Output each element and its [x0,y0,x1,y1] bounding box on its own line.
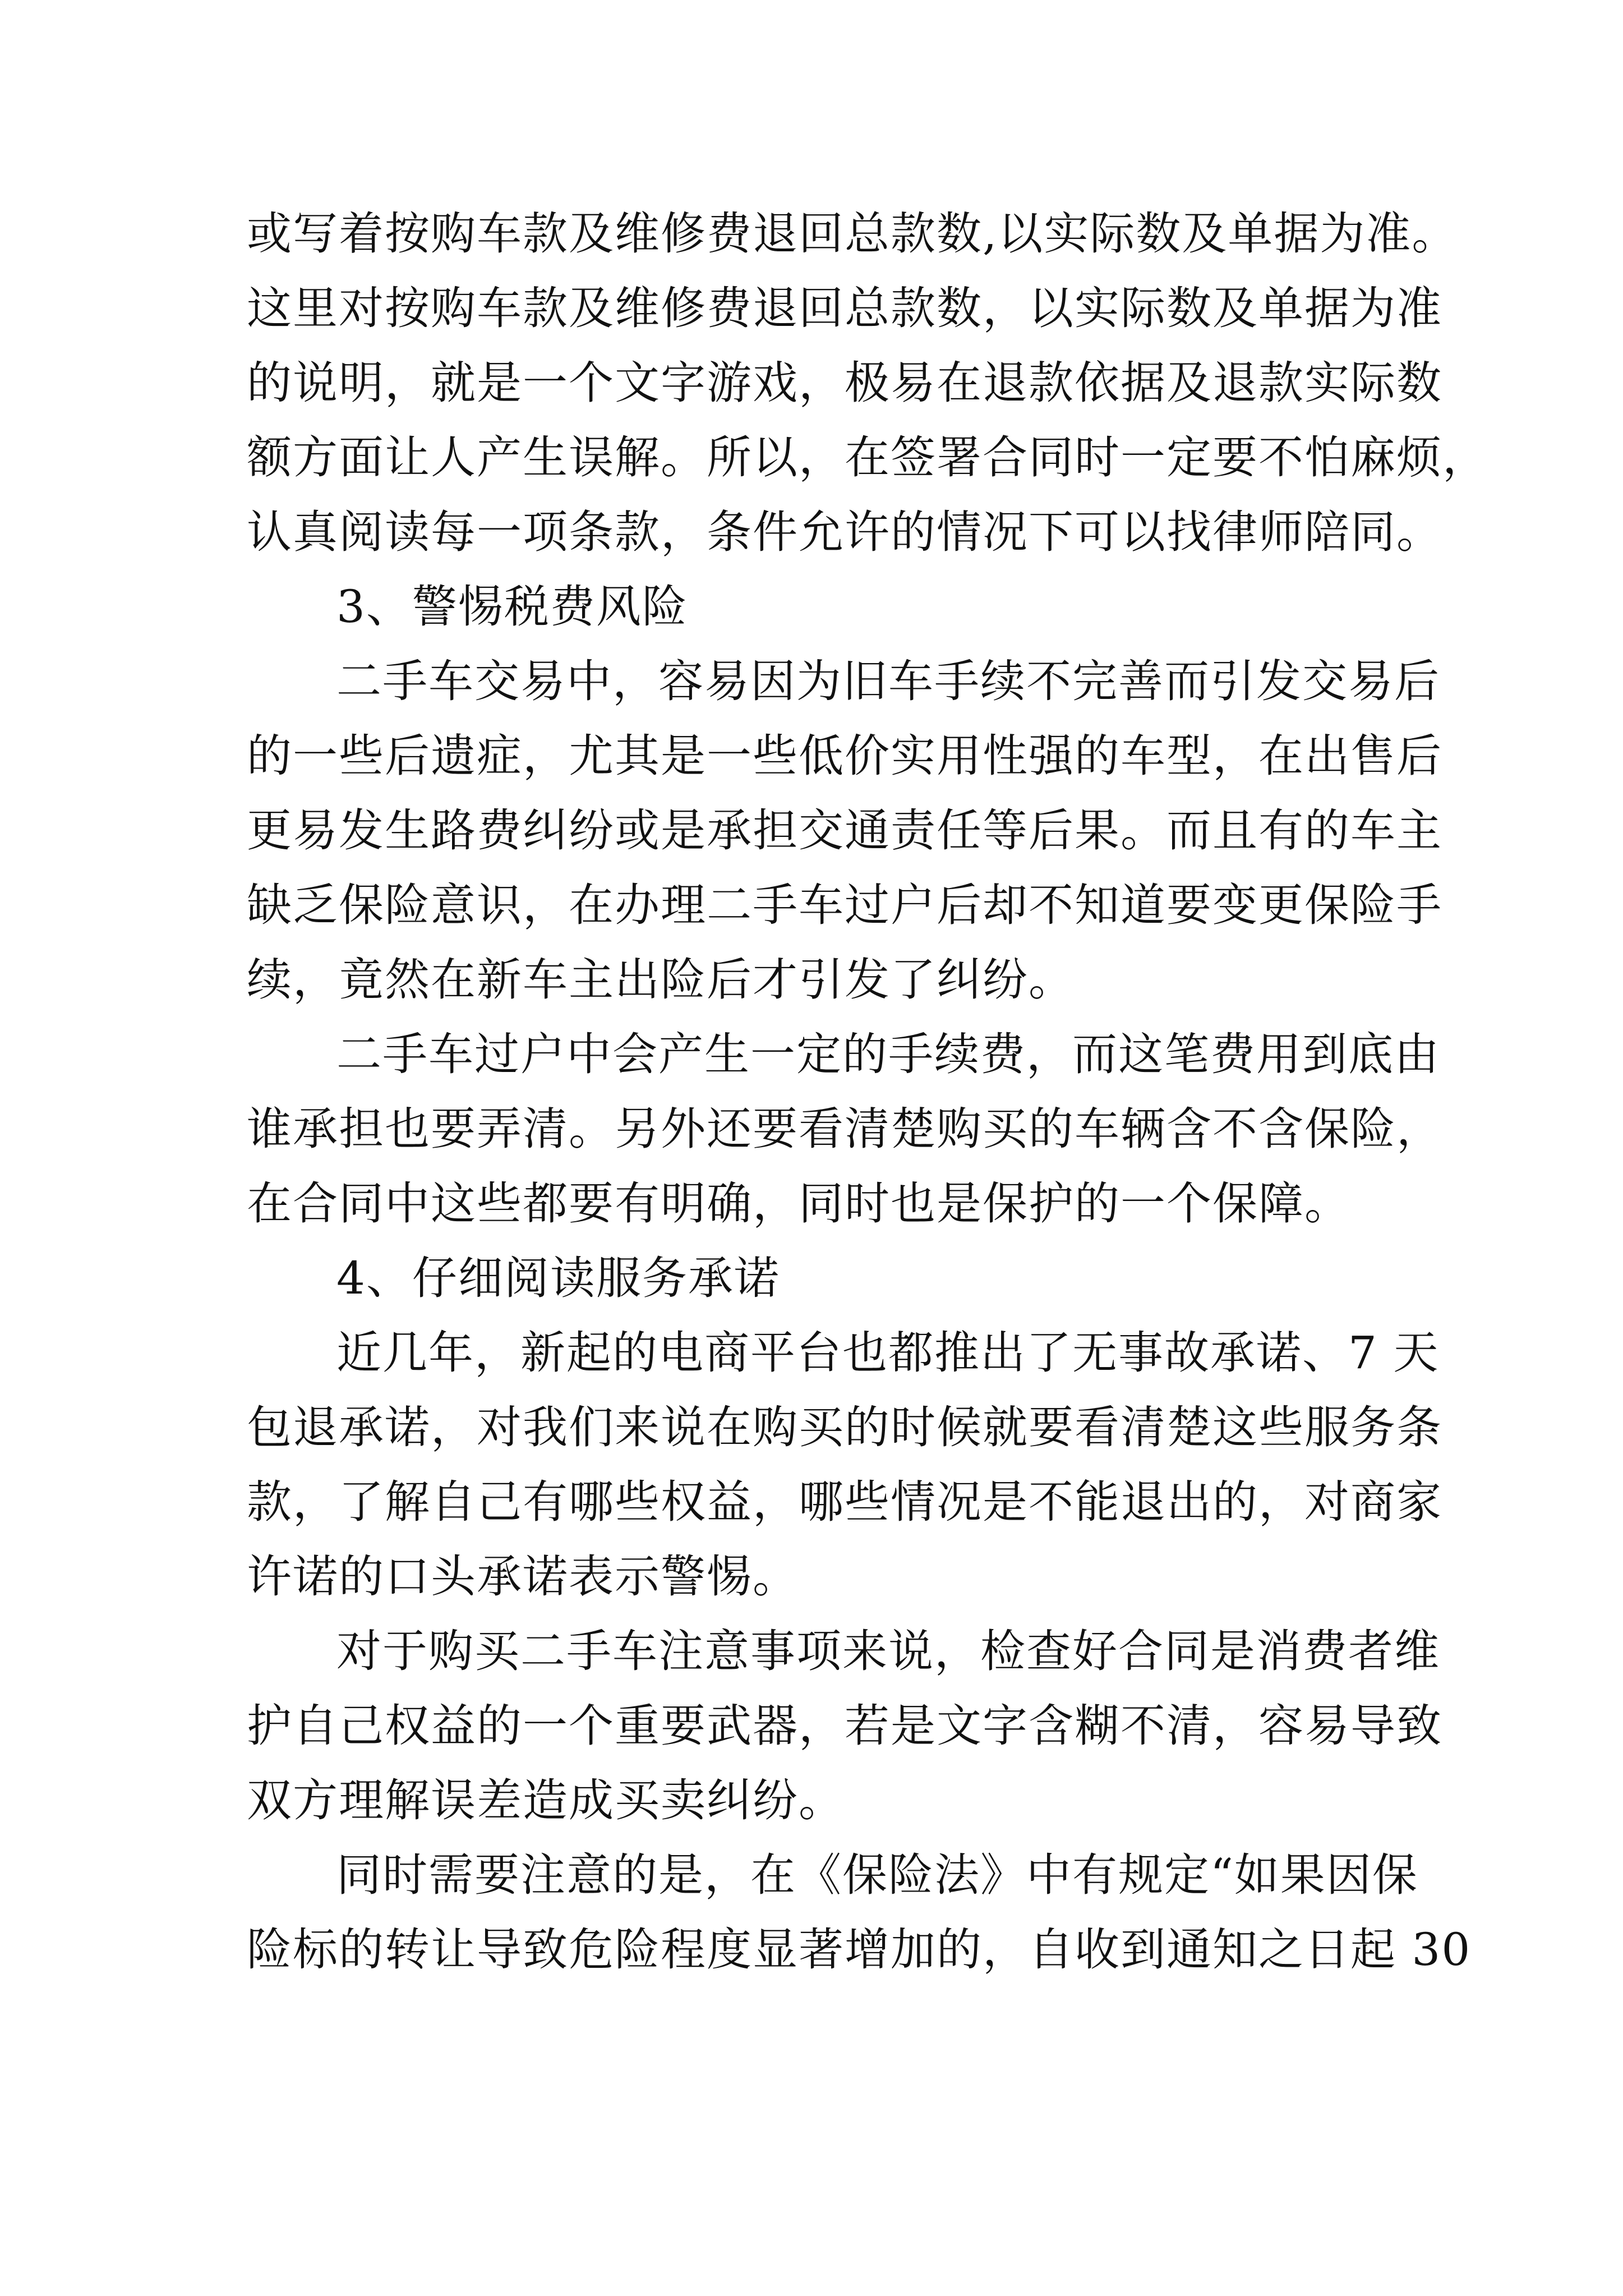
text-line: 款，了解自己有哪些权益，哪些情况是不能退出的，对商家 [247,1476,1442,1528]
text-line: 护自己权益的一个重要武器，若是文字含糊不清，容易导致 [247,1700,1442,1752]
text-line: 二手车交易中，容易因为旧车手续不完善而引发交易后 [336,655,1440,707]
text-line: 这里对按购车款及维修费退回总款数，以实际数及单据为准 [247,282,1442,334]
text-line: 缺乏保险意识，在办理二手车过户后却不知道要变更保险手 [247,879,1442,931]
text-line: 包退承诺，对我们来说在购买的时候就要看清楚这些服务条 [247,1401,1442,1453]
text-line: 额方面让人产生误解。所以，在签署合同时一定要不怕麻烦， [247,431,1488,484]
text-line: 谁承担也要弄清。另外还要看清楚购买的车辆含不含保险， [247,1103,1442,1155]
section-heading: 3、警惕税费风险 [336,581,688,633]
text-line: 近几年，新起的电商平台也都推出了无事故承诺、7 天 [336,1327,1440,1379]
text-line: 续，竟然在新车主出险后才引发了纠纷。 [247,954,1075,1006]
text-line: 险标的转让导致危险程度显著增加的，自收到通知之日起 30 [247,1924,1472,1976]
text-line: 的一些后遗症，尤其是一些低价实用性强的车型，在出售后 [247,730,1442,782]
text-line: 许诺的口头承诺表示警惕。 [247,1550,799,1603]
text-line: 在合同中这些都要有明确，同时也是保护的一个保障。 [247,1177,1350,1230]
text-line: 二手车过户中会产生一定的手续费，而这笔费用到底由 [336,1028,1440,1080]
text-line: 的说明，就是一个文字游戏，极易在退款依据及退款实际数 [247,357,1442,409]
text-line: 认真阅读每一项条款，条件允许的情况下可以找律师陪同。 [247,506,1442,558]
text-line: 或写着按购车款及维修费退回总款数,以实际数及单据为准。 [247,208,1458,260]
text-line: 更易发生路费纠纷或是承担交通责任等后果。而且有的车主 [247,804,1442,857]
text-line: 双方理解误差造成买卖纠纷。 [247,1774,845,1826]
text-line: 对于购买二手车注意事项来说，检查好合同是消费者维 [336,1625,1440,1677]
document-body [247,196,1488,1987]
section-heading: 4、仔细阅读服务承诺 [336,1252,780,1304]
text-line: 同时需要注意的是，在《保险法》中有规定“如果因保 [336,1849,1418,1901]
